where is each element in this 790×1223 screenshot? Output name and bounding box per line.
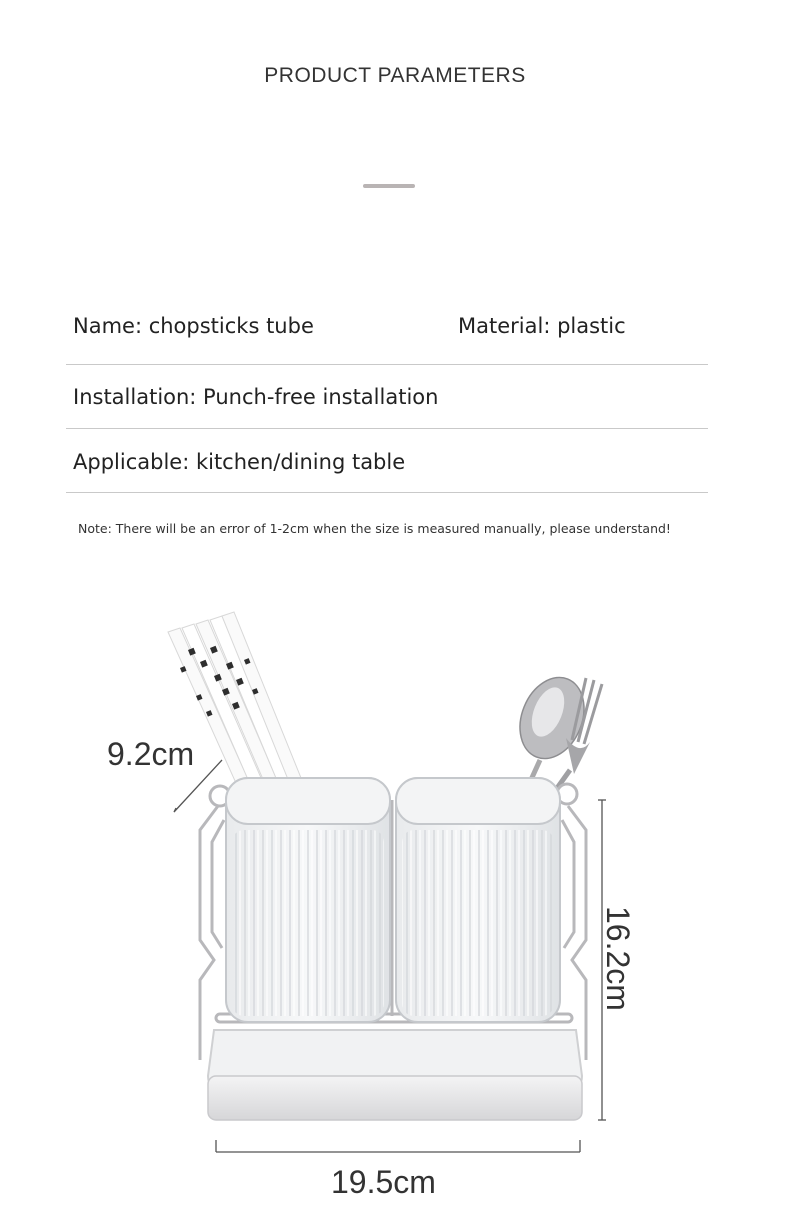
divider-2 [66, 428, 708, 429]
measurement-note: Note: There will be an error of 1-2cm when the size is measured manually, please understand! [78, 521, 671, 536]
dimension-width: 19.5cm [331, 1164, 436, 1200]
title-underline [363, 184, 415, 188]
dimension-depth: 9.2cm [107, 736, 195, 772]
param-name: Name: chopsticks tube [73, 314, 314, 338]
dimension-height: 16.2cm [600, 906, 636, 1011]
chopsticks-holder-image [0, 560, 790, 1223]
base-tray [208, 1030, 582, 1120]
left-cup [226, 778, 390, 1022]
page-title: PRODUCT PARAMETERS [264, 64, 526, 87]
param-applicable: Applicable: kitchen/dining table [73, 450, 406, 474]
right-cup [396, 778, 560, 1022]
divider-1 [66, 364, 708, 365]
param-installation: Installation: Punch-free installation [73, 385, 439, 409]
param-material: Material: plastic [458, 314, 626, 338]
divider-3 [66, 492, 708, 493]
